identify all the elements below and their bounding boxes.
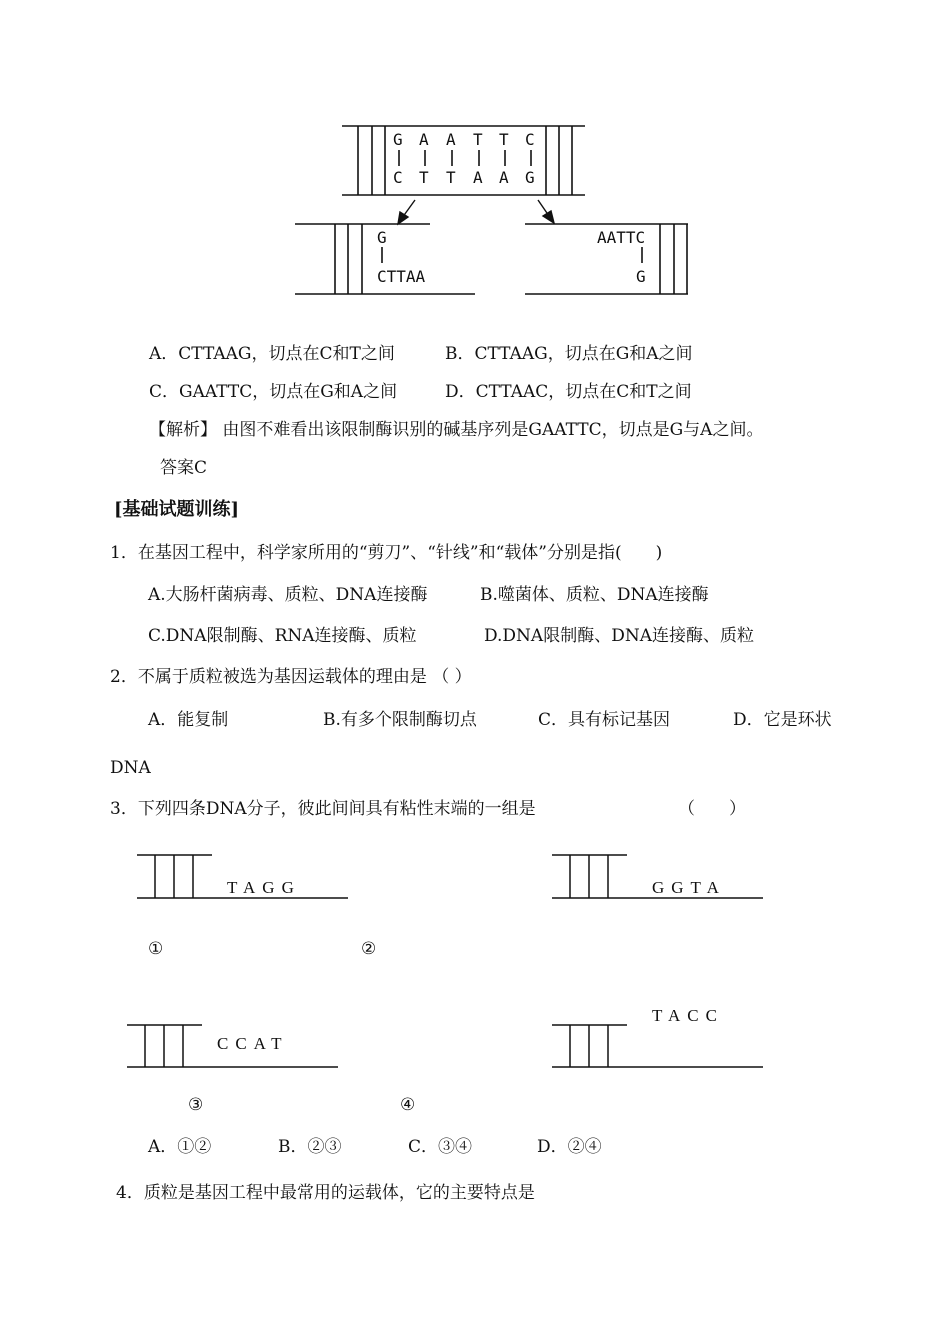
q3-option-b: B．②③ (278, 1137, 342, 1157)
molecule-2-label: ② (361, 939, 377, 959)
q4-stem: 4．质粒是基因工程中最常用的运载体，它的主要特点是 (116, 1183, 535, 1203)
q0-option-b: B．CTTAAG，切点在G和A之间 (445, 344, 693, 364)
molecule-1-label: ① (148, 939, 164, 959)
q1-option-d: D.DNA限制酶、DNA连接酶、质粒 (484, 626, 754, 646)
top-base-5: T (499, 130, 509, 149)
right-fragment-top: AATTC (597, 228, 646, 247)
molecule-4-sequence: TACC (652, 1006, 724, 1025)
q3-option-a: A．①② (148, 1137, 212, 1157)
restriction-cut-figure (0, 0, 950, 320)
q0-answer: 答案C (160, 458, 208, 478)
bottom-base-6: G (525, 168, 535, 187)
q2-option-d: D．它是环状 (733, 710, 832, 730)
top-base-2: A (419, 130, 429, 149)
left-fragment-top: G (377, 228, 387, 247)
q2-option-b: B.有多个限制酶切点 (323, 710, 477, 730)
q1-stem: 1．在基因工程中，科学家所用的“剪刀”、“针线”和“载体”分别是指( ) (110, 543, 663, 563)
top-base-4: T (473, 130, 483, 149)
q0-option-d: D．CTTAAC，切点在C和T之间 (445, 382, 692, 402)
q2-option-a: A．能复制 (148, 710, 229, 730)
q3-paren: （ ） (678, 799, 746, 819)
molecule-1-sequence: TAGG (227, 878, 301, 897)
top-base-3: A (446, 130, 456, 149)
q0-option-a: A．CTTAAG，切点在C和T之间 (149, 344, 395, 364)
q1-option-b: B.噬菌体、质粒、DNA连接酶 (480, 585, 709, 605)
bottom-base-1: C (393, 168, 403, 187)
molecule-3-label: ③ (188, 1095, 204, 1115)
q3-option-d: D．②④ (537, 1137, 602, 1157)
top-base-1: G (393, 130, 403, 149)
q2-option-c: C．具有标记基因 (538, 710, 671, 730)
bottom-base-2: T (419, 168, 429, 187)
molecule-3-sequence: CCAT (217, 1034, 289, 1053)
q3-stem: 3．下列四条DNA分子，彼此间间具有粘性末端的一组是 (110, 799, 536, 819)
q3-option-c: C．③④ (408, 1137, 473, 1157)
top-base-6: C (525, 130, 535, 149)
left-fragment-bottom: CTTAA (377, 267, 426, 286)
q0-analysis: 【解析】 由图不难看出该限制酶识别的碱基序列是GAATTC，切点是G与A之间。 (149, 420, 764, 440)
q2-stem: 2．不属于质粒被选为基因运载体的理由是 （ ） (110, 667, 472, 687)
molecule-2-sequence: GGTA (652, 878, 726, 897)
molecule-4-label: ④ (400, 1095, 416, 1115)
bottom-base-5: A (499, 168, 509, 187)
q2-option-d-wrap: DNA (110, 758, 151, 778)
q0-option-c: C．GAATTC，切点在G和A之间 (149, 382, 398, 402)
q1-option-c: C.DNA限制酶、RNA连接酶、质粒 (148, 626, 417, 646)
bottom-base-3: T (446, 168, 456, 187)
bottom-base-4: A (473, 168, 483, 187)
right-fragment-bottom: G (636, 267, 646, 286)
section-title: [基础试题训练] (114, 499, 240, 520)
q1-option-a: A.大肠杆菌病毒、质粒、DNA连接酶 (148, 585, 428, 605)
